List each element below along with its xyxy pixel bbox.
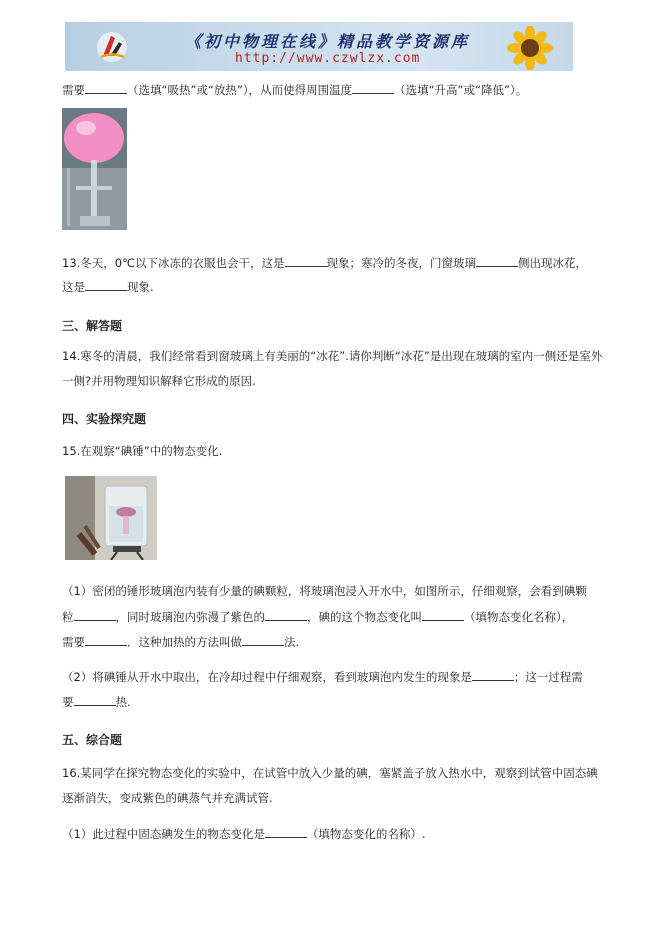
- answer-blank[interactable]: [265, 609, 307, 621]
- q15-text-3: ，同时玻璃泡内弥漫了紫色的: [115, 610, 265, 624]
- answer-blank[interactable]: [472, 669, 514, 681]
- answer-blank[interactable]: [422, 609, 464, 621]
- iodine-hammer-image: [65, 476, 157, 560]
- answer-blank[interactable]: [85, 279, 127, 291]
- banner-title: 《初中物理在线》精品教学资源库: [185, 32, 471, 51]
- q13-text-3: 侧出现冰花，: [518, 256, 588, 270]
- answer-blank[interactable]: [285, 255, 327, 267]
- q12-text-2: （选填“吸热”或“放热”），从而使得周围温度: [127, 83, 353, 97]
- answer-blank[interactable]: [74, 609, 116, 621]
- q16-text-1: （1）此过程中固态碘发生的物态变化是: [62, 827, 265, 841]
- q13-text-4: 这是: [62, 280, 85, 294]
- q16-line-1: 16.某同学在探究物态变化的实验中，在试管中放入少量的碘，塞紧盖子放入热水中，观察到试管中固态碘: [62, 766, 598, 780]
- logo-icon: [95, 30, 129, 64]
- q14-line-2: 一侧?并用物理知识解释它形成的原因.: [62, 374, 256, 388]
- answer-blank[interactable]: [352, 82, 394, 94]
- q13-line-2: [62, 279, 154, 294]
- q15-text-12: 热.: [115, 695, 131, 709]
- q15-intro: 15.在观察“碘锤”中的物态变化.: [62, 444, 223, 458]
- answer-blank[interactable]: [476, 255, 518, 267]
- q15-text-8: 法.: [284, 635, 300, 649]
- q12-text-1: 需要: [62, 83, 85, 97]
- header-banner: [65, 22, 573, 71]
- q15-part1-line-3: [62, 634, 299, 649]
- answer-blank[interactable]: [85, 82, 127, 94]
- q15-part1-line-1: （1）密闭的锤形玻璃泡内装有少量的碘颗粒，将玻璃泡浸入开水中，如图所示，仔细观察，会看到碘颗: [62, 584, 587, 598]
- q15-text-9: （2）将碘锤从开水中取出，在冷却过程中仔细观察，看到玻璃泡内发生的现象是: [62, 670, 472, 684]
- q15-text-4: ，碘的这个物态变化叫: [307, 610, 422, 624]
- q15-text-2: 粒: [62, 610, 74, 624]
- q15-part2-line-2: [62, 694, 131, 709]
- q15-part1-line-2: [62, 609, 573, 624]
- q15-text-5: （填物态变化名称），: [464, 610, 574, 624]
- q16-line-2: 逐渐消失，变成紫色的碘蒸气并充满试管.: [62, 791, 273, 805]
- q13-text-2: 现象；寒冷的冬夜，门窗玻璃: [326, 256, 477, 270]
- q13-line-1: [62, 255, 587, 270]
- section-heading: 三、解答题: [62, 319, 123, 333]
- q12-text-3: （选填“升高”或“降低”）。: [394, 83, 528, 97]
- q13-text-5: 现象.: [127, 280, 154, 294]
- q15-text-7: ．这种加热的方法叫做: [127, 635, 242, 649]
- answer-blank[interactable]: [242, 634, 284, 646]
- section-heading: 四、实验探究题: [62, 412, 147, 426]
- q15-part2-line-1: [62, 669, 583, 684]
- answer-blank[interactable]: [74, 694, 116, 706]
- q16-text-2: （填物态变化的名称）.: [306, 827, 426, 841]
- q15-text-6: 需要: [62, 635, 85, 649]
- q12-tail-line: [62, 82, 527, 97]
- q15-text-11: 要: [62, 695, 74, 709]
- q15-text-10: ；这一过程需: [513, 670, 583, 684]
- q16-part1-line: [62, 826, 425, 841]
- balloon-experiment-image: [62, 108, 127, 230]
- sunflower-icon: [505, 26, 555, 70]
- q14-line-1: 14.寒冬的清晨，我们经常看到窗玻璃上有美丽的“冰花”.请你判断“冰花”是出现在玻璃的室内一侧还是室外: [62, 349, 603, 363]
- answer-blank[interactable]: [265, 826, 307, 838]
- q13-text-1: 13.冬天，0℃以下冰冻的衣服也会干，这是: [62, 256, 285, 270]
- section-heading: 五、综合题: [62, 733, 123, 747]
- banner-url: http://www.czwlzx.com: [235, 51, 421, 66]
- answer-blank[interactable]: [85, 634, 127, 646]
